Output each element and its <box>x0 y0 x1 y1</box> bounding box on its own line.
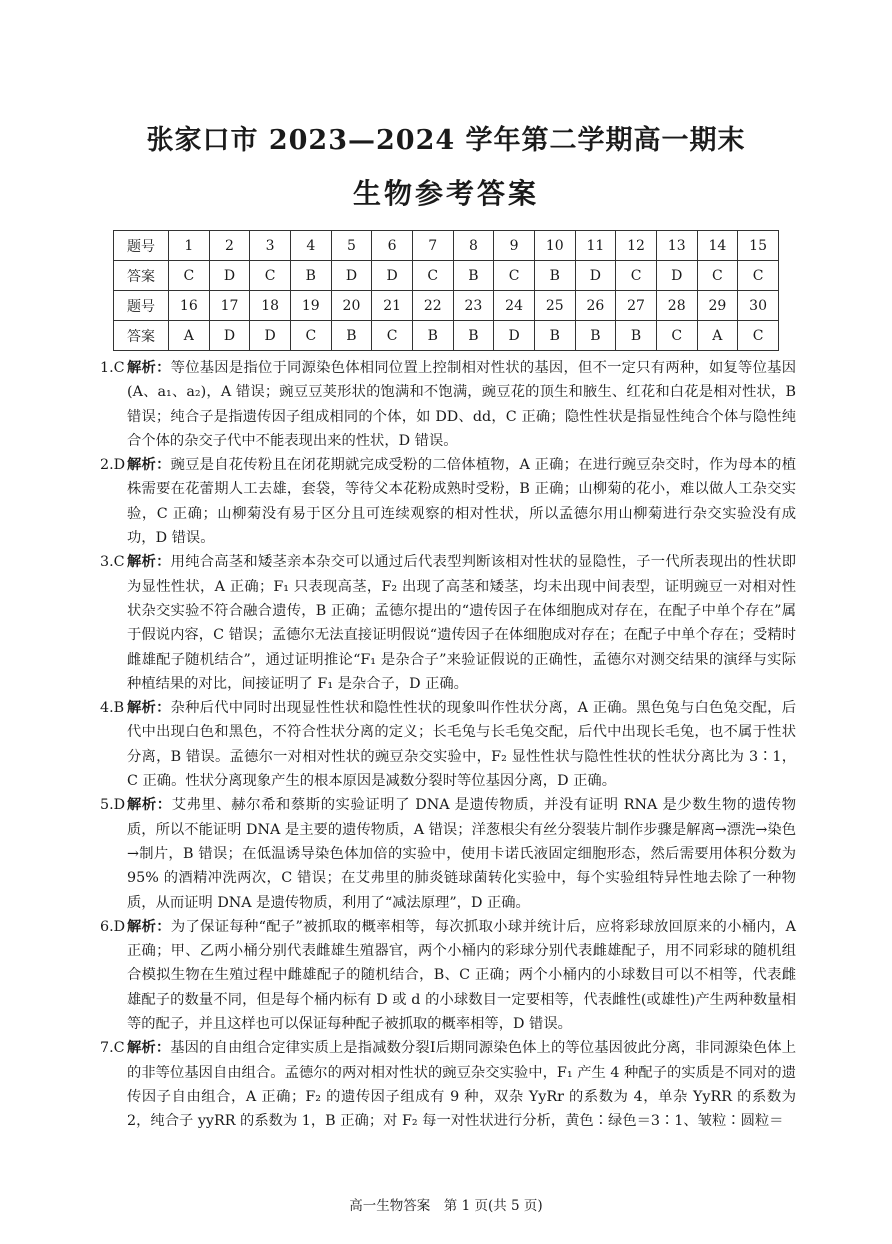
question-answer-number: 1.C <box>100 360 125 376</box>
answer-table-cell: C <box>738 321 779 351</box>
answer-table-cell: C <box>372 321 413 351</box>
answer-table-cell: 12 <box>616 231 657 261</box>
explanation-item <box>100 915 796 1036</box>
question-answer-number: 3.C <box>100 554 125 571</box>
answer-table-cell: 20 <box>331 291 372 321</box>
answer-table-cell: C <box>697 261 738 291</box>
explanation-text: 基因的自由组合定律实质上是指减数分裂Ⅰ后期同源染色体上的等位基因彼此分离，非同源染色体上的非等位基因自由组合。孟德尔的两对相对性状的豌豆杂交实验中，F₁ 产生 4 种配子的实质是不同对的遗传因子自由组合，A 正确；F₂ 的遗传因子组成有 9 种，双杂 YyRr 的系数为 4，单杂 YyRR 的系数为 2，纯合子 yyRR 的系数为 1，B 正确；对 F₂ 每一对性状进行分析，黄色∶绿色＝3∶1、皱粒∶圆粒＝ <box>127 1040 796 1130</box>
answer-table-cell: C <box>250 261 291 291</box>
answer-table-cell: A <box>169 321 210 351</box>
explanation-item <box>100 793 796 914</box>
answer-table-cell: 23 <box>453 291 494 321</box>
question-answer-number: 6.D <box>100 918 126 935</box>
answer-table-cell: 17 <box>209 291 250 321</box>
answer-table-cell: C <box>656 321 697 351</box>
answer-table-cell: 1 <box>169 231 210 261</box>
answer-table-cell: A <box>697 321 738 351</box>
explanation-text: 为了保证每种“配子”被抓取的概率相等，每次抓取小球并统计后，应将彩球放回原来的小桶内，A 正确；甲、乙两小桶分别代表雌雄生殖器官，两个小桶内的彩球分别代表雌雄配子，用不同彩球的随机组合模拟生物在生殖过程中雌雄配子的随机结合，B、C 正确；两个小桶内的小球数目可以不相等，代表雌雄配子的数量不同，但是每个桶内标有 D 或 d 的小球数目一定要相等，代表雌性(或雄性)产生两种数量相等的配子，并且这样也可以保证每种配子被抓取的概率相等，D 错误。 <box>127 918 796 1033</box>
answer-table-row <box>114 261 779 291</box>
page-title: 张家口市 2023—2024 学年第二学期高一期末 <box>146 125 746 156</box>
answer-table-cell: 28 <box>656 291 697 321</box>
explanation-list <box>100 356 796 1134</box>
answer-table-cell: B <box>534 261 575 291</box>
answer-table-cell: 7 <box>412 231 453 261</box>
answer-table-cell: B <box>331 321 372 351</box>
answer-table-cell: C <box>738 261 779 291</box>
explanation-label: 解析： <box>127 700 171 717</box>
answer-table-cell: 16 <box>169 291 210 321</box>
explanation-item <box>100 453 796 550</box>
answer-table-header-cell: 题号 <box>114 291 169 321</box>
answer-table-cell: 15 <box>738 231 779 261</box>
answer-table-cell: 30 <box>738 291 779 321</box>
answer-table-cell: B <box>453 261 494 291</box>
question-answer-number: 7.C <box>100 1040 125 1057</box>
answer-table-cell: 8 <box>453 231 494 261</box>
answer-table-cell: 18 <box>250 291 291 321</box>
explanation-text: 豌豆是自花传粉且在闭花期就完成受粉的二倍体植物，A 正确；在进行豌豆杂交时，作为母本的植株需要在花蕾期人工去雄，套袋，等待父本花粉成熟时受粉，B 正确；山柳菊的花小，难以做人工杂交实验，C 正确；山柳菊没有易于区分且可连续观察的相对性状，所以孟德尔用山柳菊进行杂交实验没有成功，D 错误。 <box>127 457 796 547</box>
answer-table-cell: D <box>656 261 697 291</box>
answer-table-cell: C <box>616 261 657 291</box>
answer-table-cell: 24 <box>494 291 535 321</box>
answer-table-cell: 19 <box>290 291 331 321</box>
question-answer-number: 5.D <box>100 797 126 814</box>
answer-table-cell: 26 <box>575 291 616 321</box>
answer-table-header-cell: 答案 <box>114 321 169 351</box>
explanation-item <box>100 550 796 696</box>
answer-table-header-cell: 题号 <box>114 231 169 261</box>
answer-table-cell: D <box>575 261 616 291</box>
explanation-item <box>100 1036 796 1133</box>
page-footer: 高一生物答案 第 1 页(共 5 页) <box>349 1198 543 1214</box>
explanation-label: 解析： <box>127 797 172 814</box>
answer-table-cell: D <box>209 321 250 351</box>
question-answer-number: 2.D <box>100 457 126 474</box>
answer-table-cell: B <box>575 321 616 351</box>
answer-table-cell: 11 <box>575 231 616 261</box>
answer-table-row <box>114 321 779 351</box>
page-subtitle: 生物参考答案 <box>352 177 539 210</box>
explanation-item <box>100 356 796 453</box>
answer-table-cell: 14 <box>697 231 738 261</box>
answer-table-cell: D <box>372 261 413 291</box>
explanation-item <box>100 696 796 793</box>
answer-table-cell: B <box>453 321 494 351</box>
answer-table-cell: B <box>534 321 575 351</box>
explanation-text: 等位基因是指位于同源染色体相同位置上控制相对性状的基因，但不一定只有两种，如复等位基因(A、a₁、a₂)，A 错误；豌豆豆荚形状的饱满和不饱满，豌豆花的顶生和腋生、红花和白花是相对性状，B 错误；纯合子是指遗传因子组成相同的个体，如 DD、dd，C 正确；隐性性状是指显性纯合个体与隐性纯合个体的杂交子代中不能表现出来的性状，D 错误。 <box>127 360 797 449</box>
answer-table-cell: B <box>412 321 453 351</box>
answer-table-cell: 10 <box>534 231 575 261</box>
answer-table-cell: 29 <box>697 291 738 321</box>
answer-table-cell: D <box>250 321 291 351</box>
explanation-label: 解析： <box>127 457 171 474</box>
answer-table-cell: D <box>331 261 372 291</box>
answer-table-cell: 13 <box>656 231 697 261</box>
answer-table-cell: D <box>494 321 535 351</box>
question-answer-number: 4.B <box>100 700 125 717</box>
explanation-label: 解析： <box>127 360 171 376</box>
explanation-label: 解析： <box>127 554 171 571</box>
explanation-label: 解析： <box>127 918 171 935</box>
answer-table-cell: 2 <box>209 231 250 261</box>
answer-table-cell: D <box>209 261 250 291</box>
answer-table-cell: B <box>616 321 657 351</box>
answer-table <box>113 230 779 351</box>
explanation-text: 用纯合高茎和矮茎亲本杂交可以通过后代表型判断该相对性状的显隐性，子一代所表现出的性状即为显性性状，A 正确；F₁ 只表现高茎，F₂ 出现了高茎和矮茎，均未出现中间表型，证明豌豆一对相对性状杂交实验不符合融合遗传，B 正确；孟德尔提出的“遗传因子在体细胞成对存在，在配子中单个存在”属于假说内容，C 错误；孟德尔无法直接证明假说“遗传因子在体细胞成对存在；在配子中单个存在；受精时雌雄配子随机结合”，通过证明推论“F₁ 是杂合子”来验证假说的正确性，孟德尔对测交结果的演绎与实际种植结果的对比，间接证明了 F₁ 是杂合子，D 正确。 <box>127 554 797 692</box>
answer-table-cell: 5 <box>331 231 372 261</box>
answer-table-cell: C <box>169 261 210 291</box>
answer-table-cell: C <box>290 321 331 351</box>
answer-table-cell: 22 <box>412 291 453 321</box>
explanation-text: 杂种后代中同时出现显性性状和隐性性状的现象叫作性状分离，A 正确。黑色兔与白色兔交配，后代中出现白色和黑色，不符合性状分离的定义；长毛兔与长毛兔交配，后代中出现长毛兔，也不属于性状分离，B 错误。孟德尔一对相对性状的豌豆杂交实验中，F₂ 显性性状与隐性性状的性状分离比为 3∶1，C 正确。性状分离现象产生的根本原因是减数分裂时等位基因分离，D 正确。 <box>127 700 796 790</box>
answer-table-header-cell: 答案 <box>114 261 169 291</box>
answer-table-cell: 6 <box>372 231 413 261</box>
answer-table-cell: 25 <box>534 291 575 321</box>
answer-table-cell: 21 <box>372 291 413 321</box>
answer-table-row <box>114 231 779 261</box>
explanation-label: 解析： <box>127 1040 171 1057</box>
answer-table-row <box>114 291 779 321</box>
answer-table-cell: 27 <box>616 291 657 321</box>
answer-table-cell: 3 <box>250 231 291 261</box>
explanation-text: 艾弗里、赫尔希和蔡斯的实验证明了 DNA 是遗传物质，并没有证明 RNA 是少数生物的遗传物质，所以不能证明 DNA 是主要的遗传物质，A 错误；洋葱根尖有丝分裂装片制作步骤是解离→漂洗→染色→制片，B 错误；在低温诱导染色体加倍的实验中，使用卡诺氏液固定细胞形态，然后需要用体积分数为 95% 的酒精冲洗两次，C 错误；在艾弗里的肺炎链球菌转化实验中，每个实验组特异性地去除了一种物质，从而证明 DNA 是遗传物质，利用了“减法原理”，D 正确。 <box>127 797 796 911</box>
answer-table-cell: 9 <box>494 231 535 261</box>
answer-table-cell: 4 <box>290 231 331 261</box>
answer-table-cell: C <box>412 261 453 291</box>
answer-table-cell: B <box>290 261 331 291</box>
answer-table-cell: C <box>494 261 535 291</box>
